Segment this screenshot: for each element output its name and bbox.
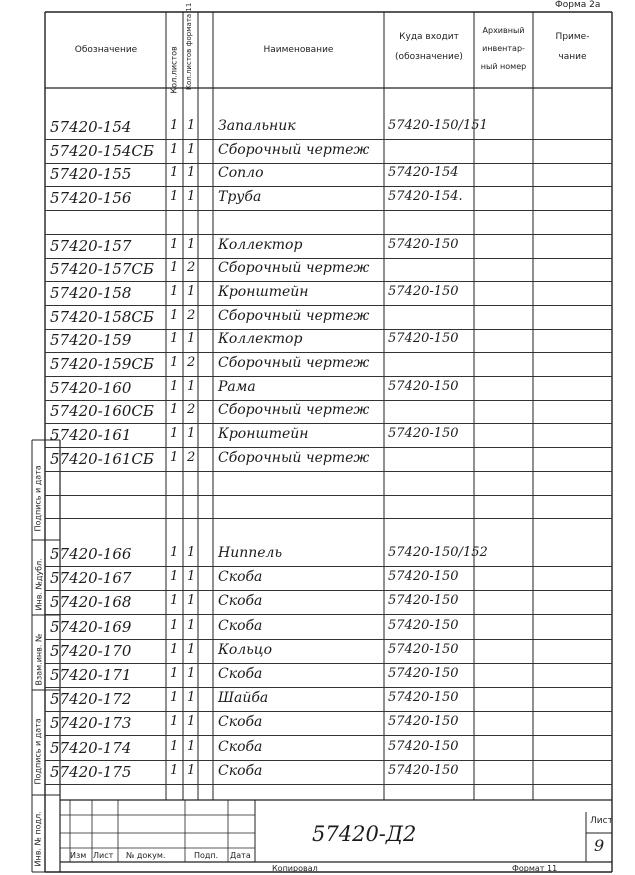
row-parent: 57420-150 xyxy=(388,378,459,394)
row-sheets: 1 xyxy=(170,378,179,394)
row-name: Сборочный чертеж xyxy=(218,307,370,324)
row-code: 57420-171 xyxy=(50,666,132,684)
side-sign-date-2: Подпись и дата xyxy=(33,718,43,785)
row-sheets: 1 xyxy=(170,426,179,442)
row-line xyxy=(45,376,612,377)
row-line xyxy=(45,305,612,306)
row-sheets-a11: 1 xyxy=(187,426,196,442)
row-name: Сборочный чертеж xyxy=(218,260,370,277)
row-sheets-a11: 1 xyxy=(187,331,196,347)
row-line xyxy=(45,566,612,567)
header-note-1: Приме- xyxy=(555,32,590,42)
row-sheets: 1 xyxy=(170,307,179,323)
row-code: 57420-156 xyxy=(50,189,132,208)
row-name: Кольцо xyxy=(218,641,272,658)
row-line xyxy=(45,329,612,330)
row-sheets: 1 xyxy=(170,189,179,205)
row-sheets: 1 xyxy=(170,331,179,347)
row-sheets: 1 xyxy=(170,355,179,370)
row-code: 57420-160СБ xyxy=(50,402,154,421)
tb-format: Формат 11 xyxy=(512,864,558,873)
row-line xyxy=(45,784,612,785)
row-sheets: 1 xyxy=(170,545,179,560)
row-line xyxy=(45,711,612,712)
row-code: 57420-161 xyxy=(50,426,132,445)
row-parent: 57420-150 xyxy=(388,283,459,299)
row-line xyxy=(45,234,612,235)
row-sheets: 1 xyxy=(170,260,179,276)
row-sheets: 1 xyxy=(170,236,179,252)
row-sheets: 1 xyxy=(170,762,179,778)
header-where-2: (обозначение) xyxy=(395,52,463,62)
tb-sign: Подп. xyxy=(194,851,219,860)
row-code: 57420-155 xyxy=(50,165,132,184)
row-sheets: 1 xyxy=(170,141,179,157)
row-parent: 57420-154 xyxy=(388,165,459,181)
tb-sheet-label: Лист xyxy=(590,816,613,826)
row-sheets-a11: 1 xyxy=(187,118,196,133)
header-note-2: чание xyxy=(558,52,587,62)
row-name: Скоба xyxy=(218,714,263,731)
row-code: 57420-160 xyxy=(50,378,132,397)
row-code: 57420-167 xyxy=(50,569,132,588)
row-code: 57420-173 xyxy=(50,714,132,733)
row-sheets-a11: 2 xyxy=(187,449,196,465)
row-sheets: 1 xyxy=(170,714,179,730)
row-parent: 57420-150 xyxy=(388,738,459,754)
row-sheets: 1 xyxy=(170,666,179,681)
row-line xyxy=(45,447,612,448)
row-sheets: 1 xyxy=(170,118,179,133)
row-sheets-a11: 1 xyxy=(187,569,196,585)
row-name: Ниппель xyxy=(218,545,283,561)
row-parent: 57420-150 xyxy=(388,762,459,778)
row-line xyxy=(45,281,612,282)
row-line xyxy=(45,663,612,664)
row-name: Сборочный чертеж xyxy=(218,355,370,371)
row-sheets-a11: 2 xyxy=(187,260,196,276)
row-code: 57420-159СБ xyxy=(50,355,154,373)
form-label: Форма 2а xyxy=(555,0,601,10)
row-sheets-a11: 1 xyxy=(187,690,196,706)
row-line xyxy=(45,258,612,259)
row-code: 57420-168 xyxy=(50,593,132,612)
row-name: Запальник xyxy=(218,118,296,134)
row-sheets-a11: 1 xyxy=(187,666,196,681)
row-name: Скоба xyxy=(218,762,263,779)
row-code: 57420-159 xyxy=(50,331,132,350)
row-parent: 57420-150 xyxy=(388,641,459,657)
row-line xyxy=(45,139,612,140)
row-name: Скоба xyxy=(218,738,263,755)
row-code: 57420-157СБ xyxy=(50,260,154,279)
row-line xyxy=(45,687,612,688)
row-name: Скоба xyxy=(218,617,263,634)
row-sheets: 1 xyxy=(170,449,179,465)
row-parent: 57420-150 xyxy=(388,666,459,681)
row-code: 57420-166 xyxy=(50,545,132,563)
row-name: Скоба xyxy=(218,666,263,682)
row-sheets: 1 xyxy=(170,165,179,181)
side-dup-inv: Инв. №дубл. xyxy=(34,558,44,611)
row-name: Скоба xyxy=(218,569,263,586)
row-parent: 57420-150 xyxy=(388,331,459,347)
row-sheets-a11: 1 xyxy=(187,738,196,754)
row-line xyxy=(45,186,612,187)
row-sheets: 1 xyxy=(170,738,179,754)
row-name: Коллектор xyxy=(218,331,303,348)
row-name: Шайба xyxy=(218,690,269,707)
row-code: 57420-174 xyxy=(50,738,132,757)
row-name: Кронштейн xyxy=(218,283,309,300)
row-sheets-a11: 1 xyxy=(187,714,196,730)
row-code: 57420-158 xyxy=(50,283,132,302)
tb-copied: Копировал xyxy=(272,864,318,873)
row-code: 57420-170 xyxy=(50,641,132,660)
row-sheets-a11: 1 xyxy=(187,236,196,252)
row-name: Сопло xyxy=(218,165,264,182)
row-parent: 57420-150 xyxy=(388,426,459,442)
tb-izm: Изм xyxy=(70,851,87,860)
row-line xyxy=(45,352,612,353)
header-archive-2: инвентар- xyxy=(482,44,525,53)
row-line xyxy=(45,735,612,736)
row-sheets-a11: 2 xyxy=(187,307,196,323)
row-line xyxy=(45,471,612,472)
row-sheets: 1 xyxy=(170,283,179,299)
row-name: Скоба xyxy=(218,593,263,610)
row-sheets-a11: 1 xyxy=(187,617,196,633)
row-sheets-a11: 1 xyxy=(187,283,196,299)
row-sheets-a11: 1 xyxy=(187,189,196,205)
row-line xyxy=(45,423,612,424)
row-sheets: 1 xyxy=(170,690,179,706)
tb-sheet-number: 9 xyxy=(594,836,605,855)
row-code: 57420-175 xyxy=(50,762,132,781)
row-parent: 57420-150 xyxy=(388,714,459,730)
header-designation: Обозначение xyxy=(74,45,138,55)
header-sheets: Кол.листов xyxy=(169,46,179,94)
row-line xyxy=(45,614,612,615)
row-parent: 57420-150 xyxy=(388,617,459,633)
row-sheets: 1 xyxy=(170,569,179,585)
row-sheets: 1 xyxy=(170,593,179,609)
tb-list: Лист xyxy=(93,851,114,860)
row-sheets: 1 xyxy=(170,641,179,657)
row-sheets-a11: 1 xyxy=(187,545,196,560)
row-name: Кронштейн xyxy=(218,426,309,443)
row-sheets-a11: 1 xyxy=(187,593,196,609)
row-line xyxy=(45,210,612,211)
tb-date: Дата xyxy=(230,851,251,860)
row-parent: 57420-150/151 xyxy=(388,118,488,133)
row-parent: 57420-150 xyxy=(388,690,459,706)
row-sheets-a11: 2 xyxy=(187,355,196,370)
header-name: Наименование xyxy=(263,45,334,55)
row-line xyxy=(45,495,612,496)
row-code: 57420-154СБ xyxy=(50,141,154,160)
side-sign-date-1: Подпись и дата xyxy=(33,465,43,532)
row-sheets-a11: 1 xyxy=(187,165,196,181)
row-sheets-a11: 1 xyxy=(187,762,196,778)
row-code: 57420-154 xyxy=(50,118,132,136)
row-line xyxy=(45,639,612,640)
row-name: Коллектор xyxy=(218,236,303,253)
tb-document-code: 57420-Д2 xyxy=(312,822,417,846)
row-line xyxy=(45,518,612,519)
row-line xyxy=(45,163,612,164)
header-where-1: Куда входит xyxy=(399,32,459,42)
row-name: Сборочный чертеж xyxy=(218,141,370,158)
header-archive-1: Архивный xyxy=(482,26,525,35)
row-sheets-a11: 2 xyxy=(187,402,196,418)
row-code: 57420-172 xyxy=(50,690,132,709)
row-name: Сборочный чертеж xyxy=(218,449,370,466)
row-line xyxy=(45,400,612,401)
side-mutual-inv: Взам.инв. № xyxy=(34,633,44,686)
row-sheets: 1 xyxy=(170,617,179,633)
row-sheets: 1 xyxy=(170,402,179,418)
tb-doc-no: № докум. xyxy=(126,851,166,860)
row-sheets-a11: 1 xyxy=(187,378,196,394)
row-parent: 57420-150 xyxy=(388,569,459,585)
row-code: 57420-169 xyxy=(50,617,132,636)
row-code: 57420-157 xyxy=(50,236,132,255)
row-name: Рама xyxy=(218,378,256,395)
row-parent: 57420-154. xyxy=(388,189,463,205)
header-archive-3: ный номер xyxy=(480,62,527,71)
row-sheets-a11: 1 xyxy=(187,641,196,657)
row-name: Сборочный чертеж xyxy=(218,402,370,419)
side-orig-inv: Инв. № подл. xyxy=(33,811,43,867)
row-code: 57420-158СБ xyxy=(50,307,154,326)
row-parent: 57420-150/152 xyxy=(388,545,488,560)
row-line xyxy=(45,760,612,761)
row-parent: 57420-150 xyxy=(388,236,459,252)
row-sheets-a11: 1 xyxy=(187,141,196,157)
header-sheets-a11: Кол.листов формата 11 xyxy=(185,2,193,90)
row-name: Труба xyxy=(218,189,262,206)
row-code: 57420-161СБ xyxy=(50,449,154,468)
row-line xyxy=(45,590,612,591)
row-parent: 57420-150 xyxy=(388,593,459,609)
